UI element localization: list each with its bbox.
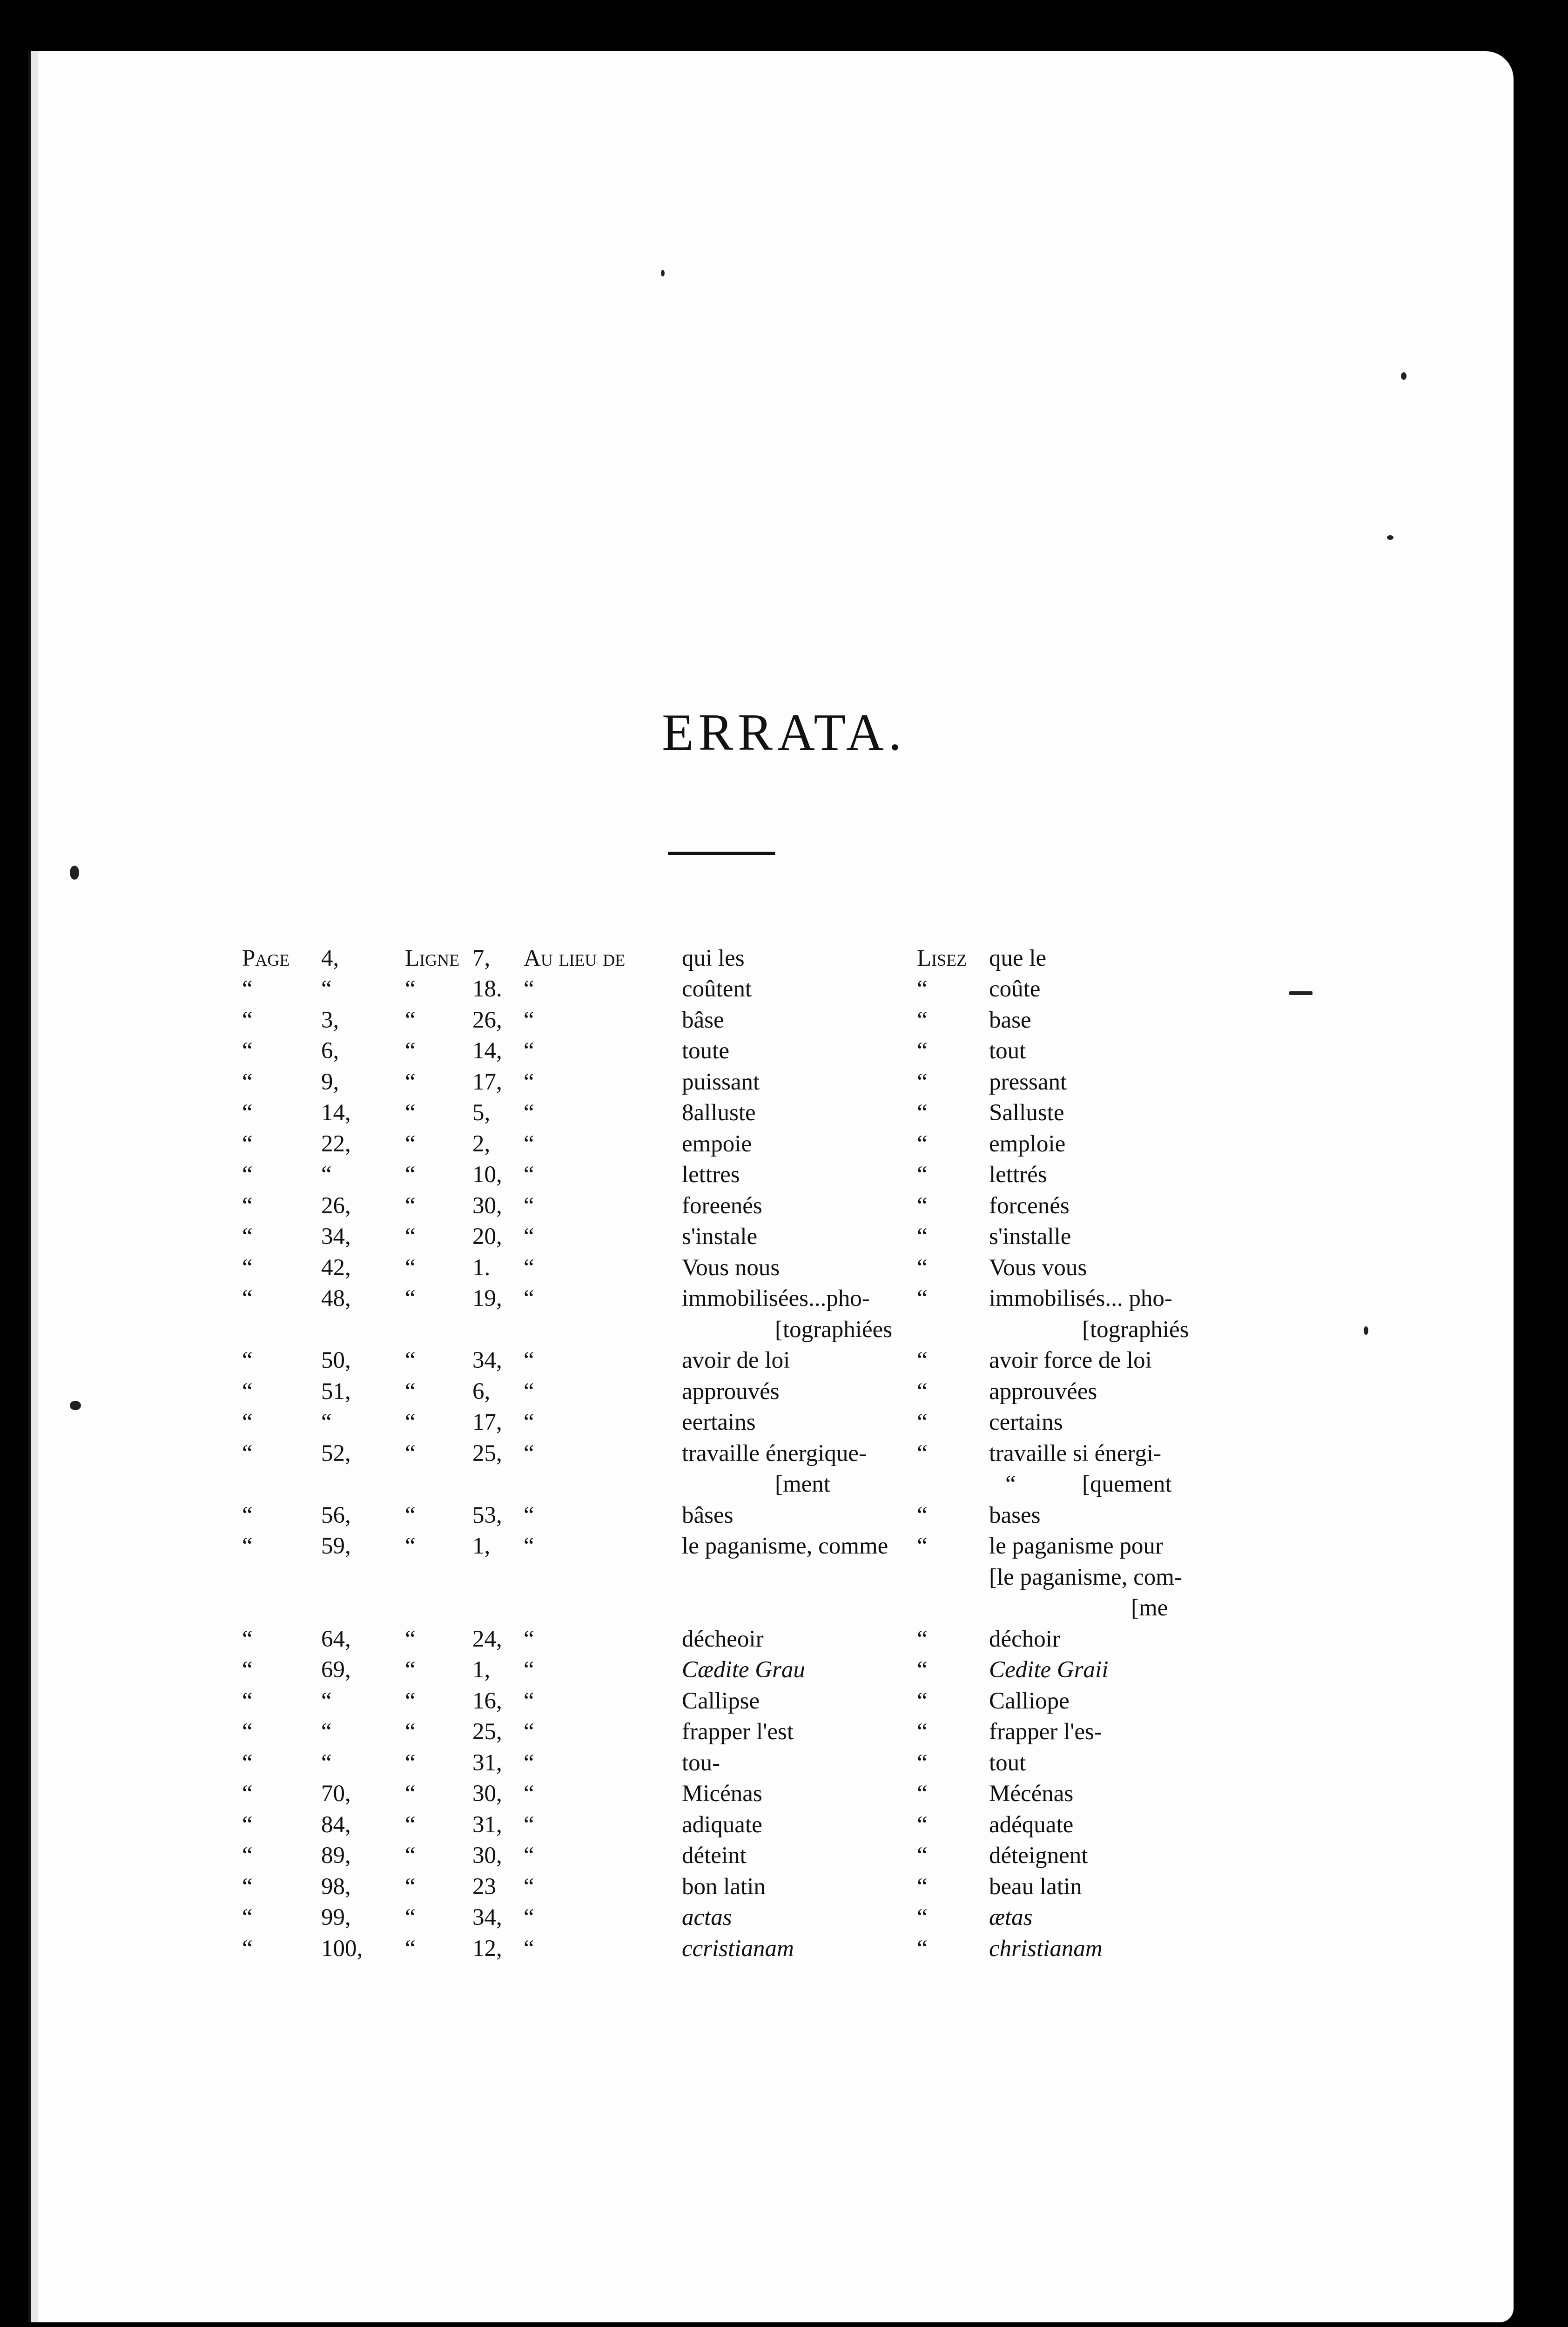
ligne-number: 17, — [472, 1409, 502, 1435]
au-lieu-de-ditto: “ — [524, 1688, 534, 1714]
page-ditto: “ — [242, 1100, 253, 1126]
ligne-ditto: “ — [405, 1533, 416, 1559]
ligne-number: 34, — [472, 1347, 502, 1373]
lisez-ditto: “ — [917, 1285, 928, 1311]
correct-text: Calliope — [989, 1688, 1070, 1714]
au-lieu-de-ditto: “ — [524, 1781, 534, 1807]
wrong-text: s'instale — [682, 1224, 758, 1250]
errata-row — [0, 1254, 1568, 1285]
errata-row-continuation — [0, 1316, 1568, 1347]
wrong-text: déteint — [682, 1843, 747, 1869]
ligne-number: 31, — [472, 1749, 502, 1776]
lisez-ditto: “ — [917, 1657, 928, 1683]
wrong-text: 8alluste — [682, 1100, 756, 1126]
correct-text: Vous vous — [989, 1254, 1087, 1281]
ligne-number: 30, — [472, 1843, 502, 1869]
lisez-ditto: “ — [917, 1781, 928, 1807]
lisez-ditto: “ — [917, 1069, 928, 1095]
scan-speck — [1364, 1326, 1368, 1335]
ligne-number: 17, — [472, 1069, 502, 1095]
lisez-ditto: “ — [917, 1719, 928, 1745]
errata-row — [0, 1656, 1568, 1687]
page-ditto: “ — [242, 1657, 253, 1683]
page-ditto: “ — [242, 1688, 253, 1714]
lisez-ditto: “ — [917, 1162, 928, 1188]
wrong-text-continuation: [ment — [775, 1471, 830, 1497]
page-ditto: “ — [242, 1904, 253, 1930]
correct-text-continuation: [quement — [1082, 1471, 1172, 1497]
page-ditto: “ — [242, 1254, 253, 1281]
ligne-ditto: “ — [405, 1749, 416, 1776]
page-number: 84, — [321, 1811, 351, 1838]
ligne-number: 25, — [472, 1440, 502, 1466]
page-ditto: “ — [242, 1781, 253, 1807]
wrong-text: Micénas — [682, 1781, 762, 1807]
correct-text: christianam — [989, 1935, 1103, 1962]
page-number: 22, — [321, 1130, 351, 1157]
page-number: 70, — [321, 1781, 351, 1807]
wrong-text: immobilisées...pho- — [682, 1285, 870, 1311]
page-number: 26, — [321, 1192, 351, 1219]
scan-speck — [70, 866, 79, 880]
lisez-ditto: “ — [917, 1688, 928, 1714]
lisez-label: Lisez — [917, 945, 967, 971]
page-ditto: “ — [242, 1843, 253, 1869]
ligne-ditto: “ — [405, 1781, 416, 1807]
page-number: 9, — [321, 1069, 339, 1095]
ligne-number: 34, — [472, 1904, 502, 1930]
wrong-text: Callipse — [682, 1688, 760, 1714]
wrong-text: approuvés — [682, 1378, 780, 1405]
correct-text: beau latin — [989, 1873, 1082, 1900]
ligne-ditto: “ — [405, 1069, 416, 1095]
wrong-text: bon latin — [682, 1873, 766, 1900]
correct-text: déteignent — [989, 1843, 1088, 1869]
page-number: 51, — [321, 1378, 351, 1405]
ligne-ditto: “ — [405, 1409, 416, 1435]
errata-row — [0, 1378, 1568, 1409]
lisez-ditto: “ — [917, 1904, 928, 1930]
ligne-number: 18. — [472, 976, 502, 1002]
wrong-text: toute — [682, 1038, 729, 1064]
wrong-text: avoir de loi — [682, 1347, 790, 1373]
au-lieu-de-ditto: “ — [524, 1904, 534, 1930]
ligne-ditto: “ — [405, 976, 416, 1002]
au-lieu-de-label: Au lieu de — [524, 945, 626, 971]
errata-row — [0, 1161, 1568, 1192]
lisez-ditto: “ — [917, 1749, 928, 1776]
correct-text: s'installe — [989, 1224, 1071, 1250]
ligne-ditto: “ — [405, 1688, 416, 1714]
errata-row — [0, 1718, 1568, 1749]
page-number: “ — [321, 1749, 332, 1776]
wrong-text-continuation: [tographiées — [775, 1316, 893, 1343]
au-lieu-de-ditto: “ — [524, 1719, 534, 1745]
errata-row — [0, 1904, 1568, 1935]
page-ditto: “ — [242, 1007, 253, 1033]
correct-text: le paganisme pour — [989, 1533, 1163, 1559]
page-ditto: “ — [242, 1440, 253, 1466]
au-lieu-de-ditto: “ — [524, 976, 534, 1002]
errata-row — [0, 975, 1568, 1006]
errata-row-continuation — [0, 1594, 1568, 1625]
au-lieu-de-ditto: “ — [524, 1843, 534, 1869]
correct-text-continuation: [le paganisme, com- — [989, 1564, 1182, 1590]
au-lieu-de-ditto: “ — [524, 1038, 534, 1064]
title-rule — [668, 852, 775, 855]
correct-text: base — [989, 1007, 1031, 1033]
errata-row — [0, 1502, 1568, 1533]
ligne-ditto: “ — [405, 1007, 416, 1033]
wrong-text: qui les — [682, 945, 745, 971]
ligne-number: 25, — [472, 1719, 502, 1745]
page-number: 59, — [321, 1533, 351, 1559]
au-lieu-de-ditto: “ — [524, 1162, 534, 1188]
lisez-ditto: “ — [917, 1007, 928, 1033]
errata-row — [0, 1842, 1568, 1873]
au-lieu-de-ditto: “ — [524, 1626, 534, 1652]
errata-row — [0, 1223, 1568, 1254]
ligne-ditto: “ — [405, 1254, 416, 1281]
au-lieu-de-ditto: “ — [524, 1935, 534, 1962]
correct-text: pressant — [989, 1069, 1067, 1095]
errata-row — [0, 1409, 1568, 1439]
lisez-ditto: “ — [917, 1440, 928, 1466]
ligne-number: 1, — [472, 1533, 491, 1559]
ligne-ditto: “ — [405, 1038, 416, 1064]
errata-row — [0, 1440, 1568, 1471]
wrong-text: eertains — [682, 1409, 756, 1435]
correct-text: immobilisés... pho- — [989, 1285, 1172, 1311]
errata-row — [0, 1811, 1568, 1842]
correct-text: tout — [989, 1749, 1026, 1776]
wrong-text: décheoir — [682, 1626, 764, 1652]
scan-speck — [661, 270, 665, 276]
ligne-ditto: “ — [405, 1440, 416, 1466]
page-number: 64, — [321, 1626, 351, 1652]
correct-text: travaille si énergi- — [989, 1440, 1162, 1466]
page-number: 89, — [321, 1843, 351, 1869]
ligne-number: 26, — [472, 1007, 502, 1033]
page-ditto: “ — [242, 976, 253, 1002]
page-ditto: “ — [242, 1626, 253, 1652]
ligne-ditto: “ — [405, 1162, 416, 1188]
correct-text: certains — [989, 1409, 1063, 1435]
wrong-text: empoie — [682, 1130, 752, 1157]
ligne-ditto: “ — [405, 1626, 416, 1652]
wrong-text: ccristianam — [682, 1935, 794, 1962]
correct-text: forcenés — [989, 1192, 1070, 1219]
errata-row — [0, 1007, 1568, 1037]
errata-row — [0, 1285, 1568, 1316]
lisez-ditto: “ — [917, 1130, 928, 1157]
page-ditto: “ — [242, 1409, 253, 1435]
lisez-ditto: “ — [917, 1192, 928, 1219]
correct-text: approuvées — [989, 1378, 1097, 1405]
page-number: 100, — [321, 1935, 363, 1962]
errata-row — [0, 1037, 1568, 1068]
ligne-ditto: “ — [405, 1873, 416, 1900]
page-title: ERRATA. — [662, 704, 906, 761]
errata-row — [0, 1780, 1568, 1811]
ligne-ditto: “ — [405, 1811, 416, 1838]
ligne-ditto: “ — [405, 1935, 416, 1962]
wrong-text: tou- — [682, 1749, 720, 1776]
lisez-ditto: “ — [917, 1378, 928, 1405]
lisez-ditto: “ — [917, 1935, 928, 1962]
errata-row — [0, 1935, 1568, 1966]
lisez-ditto: “ — [917, 1811, 928, 1838]
wrong-text: coûtent — [682, 976, 752, 1002]
correct-text: Salluste — [989, 1100, 1064, 1126]
correct-text-continuation: [tographiés — [1082, 1316, 1189, 1343]
au-lieu-de-ditto: “ — [524, 1100, 534, 1126]
errata-row — [0, 1688, 1568, 1718]
au-lieu-de-ditto: “ — [524, 1285, 534, 1311]
page-ditto: “ — [242, 1533, 253, 1559]
page-ditto: “ — [242, 1873, 253, 1900]
correct-text: coûte — [989, 976, 1041, 1002]
ligne-number: 2, — [472, 1130, 491, 1157]
ligne-number: 30, — [472, 1781, 502, 1807]
page-number: 52, — [321, 1440, 351, 1466]
wrong-text: travaille énergique- — [682, 1440, 867, 1466]
ligne-number: 12, — [472, 1935, 502, 1962]
correct-text-continuation: [me — [1131, 1595, 1168, 1621]
ligne-number: 5, — [472, 1100, 491, 1126]
au-lieu-de-ditto: “ — [524, 1811, 534, 1838]
ligne-number: 7, — [472, 945, 491, 971]
wrong-text: adiquate — [682, 1811, 762, 1838]
ligne-ditto: “ — [405, 1347, 416, 1373]
page-ditto: “ — [242, 1811, 253, 1838]
au-lieu-de-ditto: “ — [524, 1533, 534, 1559]
au-lieu-de-ditto: “ — [524, 1069, 534, 1095]
page-number: 50, — [321, 1347, 351, 1373]
correct-text: que le — [989, 945, 1047, 971]
ligne-ditto: “ — [405, 1285, 416, 1311]
page-number: 98, — [321, 1873, 351, 1900]
wrong-text: le paganisme, comme — [682, 1533, 888, 1559]
page-number: 6, — [321, 1038, 339, 1064]
correct-text: Mécénas — [989, 1781, 1074, 1807]
ligne-label: Ligne — [405, 945, 460, 971]
ligne-number: 30, — [472, 1192, 502, 1219]
page-number: “ — [321, 1162, 332, 1188]
au-lieu-de-ditto: “ — [524, 1873, 534, 1900]
page-number: 56, — [321, 1502, 351, 1528]
ligne-ditto: “ — [405, 1224, 416, 1250]
page-ditto: “ — [242, 1130, 253, 1157]
page-number: “ — [321, 976, 332, 1002]
au-lieu-de-ditto: “ — [524, 1409, 534, 1435]
page-number: “ — [321, 1688, 332, 1714]
wrong-text: bâses — [682, 1502, 734, 1528]
page-number: “ — [321, 1719, 332, 1745]
scan-speck — [70, 1401, 81, 1410]
au-lieu-de-ditto: “ — [524, 1254, 534, 1281]
au-lieu-de-ditto: “ — [524, 1749, 534, 1776]
page-ditto: “ — [242, 1719, 253, 1745]
correct-text: avoir force de loi — [989, 1347, 1152, 1373]
ditto-mark: “ — [1005, 1471, 1016, 1497]
scan-speck — [1401, 372, 1406, 380]
ligne-ditto: “ — [405, 1657, 416, 1683]
wrong-text: Vous nous — [682, 1254, 780, 1281]
ligne-ditto: “ — [405, 1130, 416, 1157]
errata-row — [0, 1533, 1568, 1563]
lisez-ditto: “ — [917, 1533, 928, 1559]
ligne-number: 24, — [472, 1626, 502, 1652]
errata-row — [0, 1347, 1568, 1378]
errata-header-row — [0, 945, 1568, 975]
lisez-ditto: “ — [917, 1409, 928, 1435]
correct-text: Cedite Graii — [989, 1657, 1109, 1683]
wrong-text: lettres — [682, 1162, 740, 1188]
lisez-ditto: “ — [917, 1224, 928, 1250]
correct-text: ætas — [989, 1904, 1033, 1930]
page-number: 4, — [321, 945, 339, 971]
lisez-ditto: “ — [917, 976, 928, 1002]
ligne-number: 6, — [472, 1378, 491, 1405]
page-ditto: “ — [242, 1069, 253, 1095]
au-lieu-de-ditto: “ — [524, 1657, 534, 1683]
lisez-ditto: “ — [917, 1254, 928, 1281]
ligne-number: 20, — [472, 1224, 502, 1250]
correct-text: tout — [989, 1038, 1026, 1064]
page-ditto: “ — [242, 1224, 253, 1250]
au-lieu-de-ditto: “ — [524, 1347, 534, 1373]
ligne-ditto: “ — [405, 1378, 416, 1405]
correct-text: frapper l'es- — [989, 1719, 1102, 1745]
page-ditto: “ — [242, 1378, 253, 1405]
ligne-number: 1. — [472, 1254, 491, 1281]
lisez-ditto: “ — [917, 1347, 928, 1373]
errata-row — [0, 1069, 1568, 1099]
page-ditto: “ — [242, 1192, 253, 1219]
correct-text: déchoir — [989, 1626, 1060, 1652]
page-number: 99, — [321, 1904, 351, 1930]
au-lieu-de-ditto: “ — [524, 1502, 534, 1528]
ligne-number: 16, — [472, 1688, 502, 1714]
au-lieu-de-ditto: “ — [524, 1130, 534, 1157]
page-number: 3, — [321, 1007, 339, 1033]
page-ditto: “ — [242, 1502, 253, 1528]
scan-speck — [1289, 991, 1312, 995]
page-number: 48, — [321, 1285, 351, 1311]
ligne-number: 19, — [472, 1285, 502, 1311]
wrong-text: bâse — [682, 1007, 724, 1033]
lisez-ditto: “ — [917, 1502, 928, 1528]
errata-row — [0, 1873, 1568, 1904]
au-lieu-de-ditto: “ — [524, 1192, 534, 1219]
ligne-number: 14, — [472, 1038, 502, 1064]
page-number: “ — [321, 1409, 332, 1435]
errata-row — [0, 1749, 1568, 1780]
page-number: 14, — [321, 1100, 351, 1126]
errata-row — [0, 1130, 1568, 1161]
ligne-number: 31, — [472, 1811, 502, 1838]
ligne-number: 23 — [472, 1873, 496, 1900]
page-ditto: “ — [242, 1749, 253, 1776]
ligne-ditto: “ — [405, 1904, 416, 1930]
wrong-text: foreenés — [682, 1192, 762, 1219]
scan-speck — [1387, 535, 1393, 540]
ligne-ditto: “ — [405, 1502, 416, 1528]
ligne-ditto: “ — [405, 1843, 416, 1869]
wrong-text: Cædite Grau — [682, 1657, 805, 1683]
wrong-text: actas — [682, 1904, 732, 1930]
page-ditto: “ — [242, 1038, 253, 1064]
ligne-number: 10, — [472, 1162, 502, 1188]
lisez-ditto: “ — [917, 1038, 928, 1064]
page-number: 69, — [321, 1657, 351, 1683]
lisez-ditto: “ — [917, 1626, 928, 1652]
ligne-ditto: “ — [405, 1719, 416, 1745]
ligne-number: 1, — [472, 1657, 491, 1683]
ligne-number: 53, — [472, 1502, 502, 1528]
lisez-ditto: “ — [917, 1843, 928, 1869]
wrong-text: frapper l'est — [682, 1719, 794, 1745]
lisez-ditto: “ — [917, 1873, 928, 1900]
au-lieu-de-ditto: “ — [524, 1224, 534, 1250]
page-ditto: “ — [242, 1935, 253, 1962]
errata-row-continuation — [0, 1564, 1568, 1594]
wrong-text: puissant — [682, 1069, 760, 1095]
au-lieu-de-ditto: “ — [524, 1440, 534, 1466]
correct-text: bases — [989, 1502, 1041, 1528]
page-ditto: “ — [242, 1162, 253, 1188]
page-label: Page — [242, 945, 290, 971]
errata-row — [0, 1626, 1568, 1656]
page-number: 34, — [321, 1224, 351, 1250]
errata-row-continuation — [0, 1471, 1568, 1501]
ligne-ditto: “ — [405, 1192, 416, 1219]
au-lieu-de-ditto: “ — [524, 1007, 534, 1033]
lisez-ditto: “ — [917, 1100, 928, 1126]
page-ditto: “ — [242, 1285, 253, 1311]
au-lieu-de-ditto: “ — [524, 1378, 534, 1405]
page-ditto: “ — [242, 1347, 253, 1373]
ligne-ditto: “ — [405, 1100, 416, 1126]
correct-text: lettrés — [989, 1162, 1047, 1188]
page-number: 42, — [321, 1254, 351, 1281]
correct-text: adéquate — [989, 1811, 1074, 1838]
errata-row — [0, 1192, 1568, 1223]
errata-row — [0, 1099, 1568, 1130]
correct-text: emploie — [989, 1130, 1066, 1157]
